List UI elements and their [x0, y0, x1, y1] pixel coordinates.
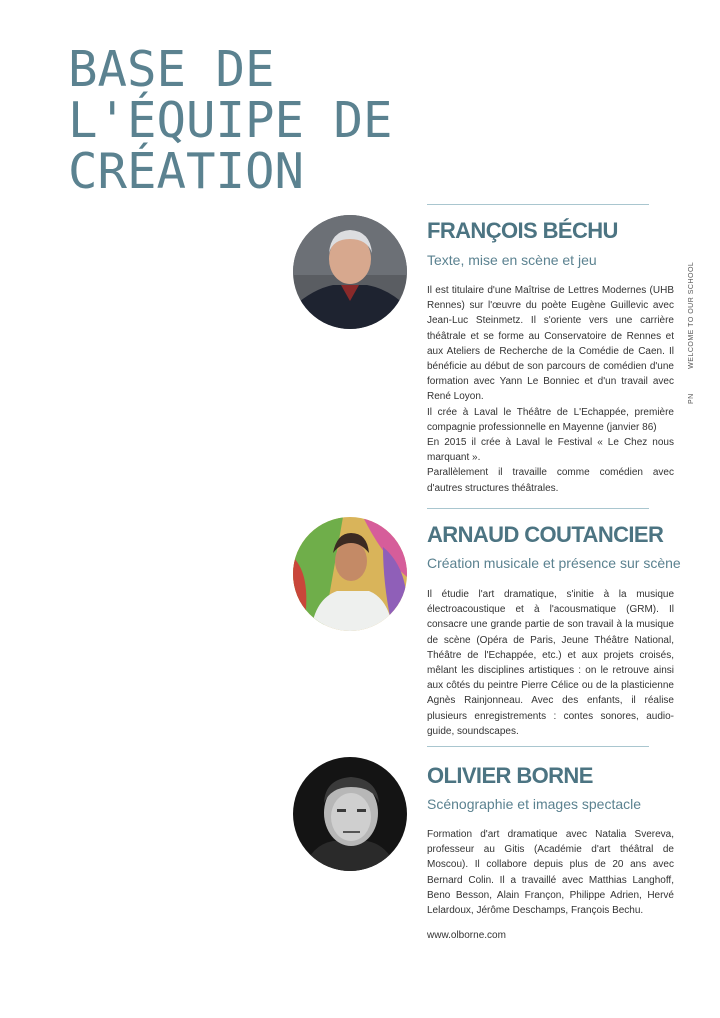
member-bio [427, 827, 674, 918]
bio-paragraph: Formation d'art dramatique avec Natalia Svereva, professeur au Gitis (Académie d'art théâtral de Moscou). Il collabore depuis plus de 20 ans avec Bernard Colin. Il a travaillé avec Matthias Langhoff, Beno Besson, Alain Françon, Philippe Adrien, Hervé Lelardoux, Jérôme Deschamps, François Bechu. [427, 829, 674, 917]
member-bio [427, 587, 674, 739]
bio-paragraph: Il étudie l'art dramatique, s'initie à la musique électroacoustique et à l'acousmatique (GRM). Il consacre une grande partie de son travail à la musique de scène (Opéra de Paris, Jeune Théâtre National, Théâtre de l'Echappée, etc.) et aux projets croisés, mêlant les disciplines artistiques : on le retrouve ainsi aux côtés du peintre Pierre Célice ou de la plasticienne Agnès Rainjonneau. Avec des enfants, il réalise plusieurs enregistrements : contes sonores, audio-guide, soundscapes. [427, 589, 674, 737]
bio-paragraph: En 2015 il crée à Laval le Festival « Le Chez nous marquant ». [427, 437, 674, 464]
member-name: ARNAUD COUTANCIER [427, 522, 664, 547]
side-label-text: WELCOME TO OUR SCHOOL [688, 261, 695, 369]
website-link[interactable]: www.olborne.com [427, 930, 506, 941]
member-bio [427, 283, 674, 496]
page-title-line: BASE DE [68, 41, 275, 98]
bio-paragraph: Il crée à Laval le Théâtre de L'Echappée, première compagnie professionnelle en Mayenne (janvier 86) [427, 406, 674, 433]
side-label-code: PN [688, 393, 695, 404]
page-title [68, 41, 393, 200]
member-role: Texte, mise en scène et jeu [427, 252, 597, 268]
divider [427, 508, 649, 509]
member-name: OLIVIER BORNE [427, 763, 593, 788]
member-name: FRANÇOIS BÉCHU [427, 218, 618, 243]
member-role: Création musicale et présence sur scène [427, 555, 681, 571]
member-photo [293, 517, 407, 631]
member-role: Scénographie et images spectacle [427, 796, 642, 812]
member-photo [293, 757, 407, 871]
divider [427, 204, 649, 205]
divider [427, 746, 649, 747]
page-title-line: CRÉATION [68, 143, 305, 200]
bio-paragraph: Parallèlement il travaille comme comédien avec d'autres structures théâtrales. [427, 467, 674, 494]
bio-paragraph: Il est titulaire d'une Maîtrise de Lettres Modernes (UHB Rennes) sur l'œuvre du poète Eugène Guillevic avec Jean-Luc Steinmetz. Il s'oriente vers une carrière théâtrale et se forme au Conservatoire de Rennes et aux Ateliers de Recherche de la Comédie de Caen. Il bénéficie au début de son parcours de comédien d'une formation avec Yann Le Bonniec et d'un travail avec René Loyon. [427, 285, 674, 403]
page-title-line: L'ÉQUIPE DE [68, 92, 393, 149]
member-photo [293, 215, 407, 329]
side-label [688, 262, 695, 404]
